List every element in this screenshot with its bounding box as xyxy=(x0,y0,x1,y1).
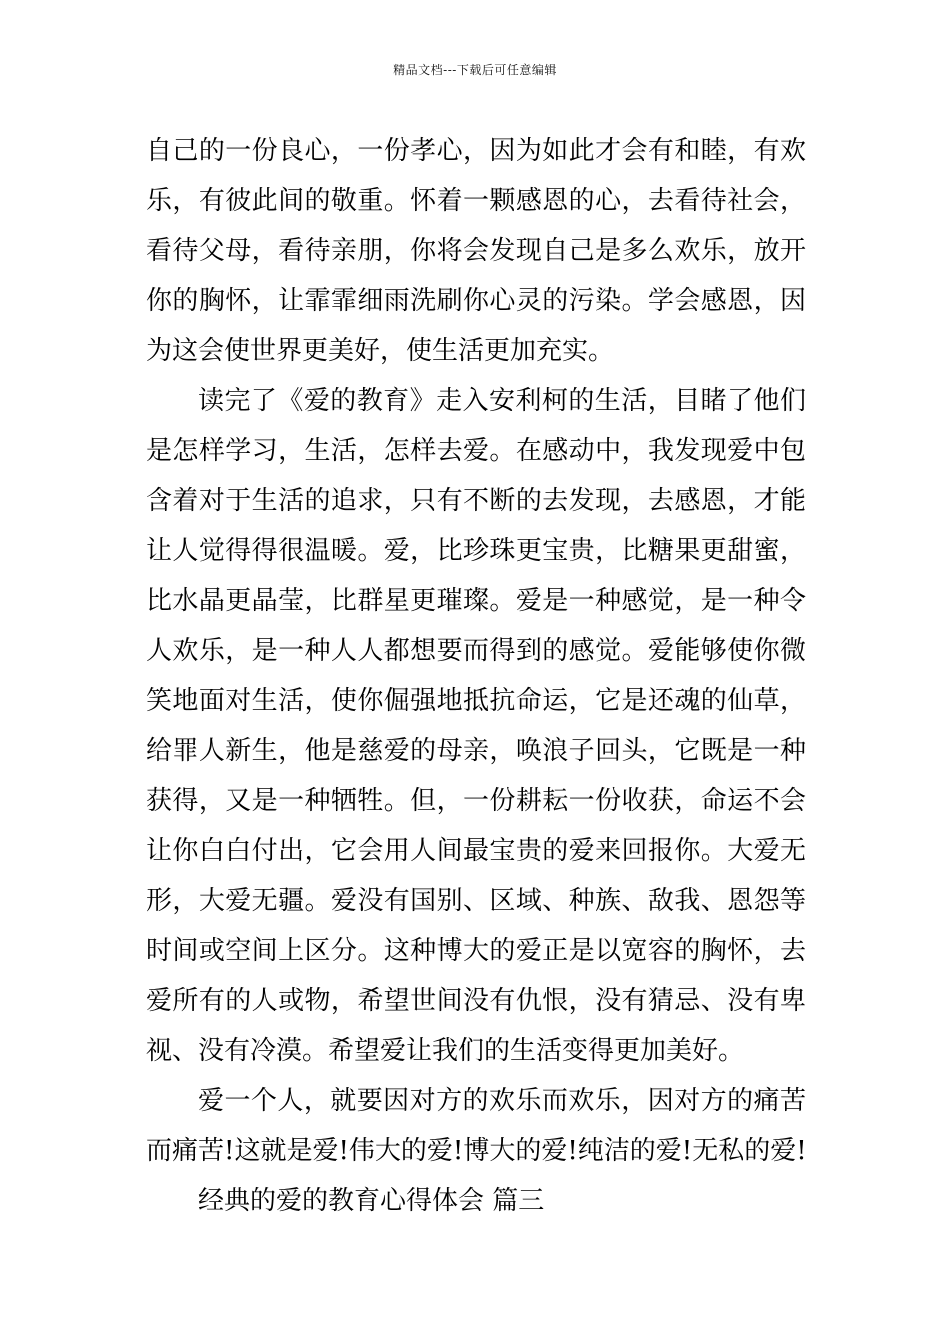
text-line: 含着对于生活的追求，只有不断的去发现，去感恩，才能 xyxy=(146,486,806,516)
text-line: 爱一个人，就要因对方的欢乐而欢乐，因对方的痛苦 xyxy=(198,1086,806,1116)
page-header: 精品文档---下载后可任意编辑 xyxy=(393,63,557,77)
text-line: 自己的一份良心，一份孝心，因为如此才会有和睦，有欢 xyxy=(146,136,806,166)
paragraph xyxy=(146,1076,806,1176)
text-line: 获得，又是一种牺牲。但，一份耕耘一份收获，命运不会 xyxy=(146,786,806,816)
text-line: 读完了《爱的教育》走入安利柯的生活，目睹了他们 xyxy=(198,386,806,416)
text-line: 让人觉得得很温暖。爱，比珍珠更宝贵，比糖果更甜蜜， xyxy=(146,536,806,566)
text-line: 你的胸怀，让霏霏细雨洗刷你心灵的污染。学会感恩，因 xyxy=(146,286,806,316)
text-line: 看待父母，看待亲朋，你将会发现自己是多么欢乐，放开 xyxy=(146,236,806,266)
text-line: 为这会使世界更美好，使生活更加充实。 xyxy=(146,336,615,366)
paragraph xyxy=(146,126,806,376)
text-line: 比水晶更晶莹，比群星更璀璨。爱是一种感觉，是一种令 xyxy=(146,586,806,616)
text-line: 爱所有的人或物，希望世间没有仇恨，没有猜忌、没有卑 xyxy=(146,986,806,1016)
text-line: 经典的爱的教育心得体会 篇三 xyxy=(198,1186,545,1216)
text-line: 让你白白付出，它会用人间最宝贵的爱来回报你。大爱无 xyxy=(146,836,806,866)
text-line: 是怎样学习，生活，怎样去爱。在感动中，我发现爱中包 xyxy=(146,436,806,466)
document-body xyxy=(146,126,806,1226)
text-line: 时间或空间上区分。这种博大的爱正是以宽容的胸怀，去 xyxy=(146,936,806,966)
text-line: 笑地面对生活，使你倔强地抵抗命运，它是还魂的仙草， xyxy=(146,686,806,716)
paragraph xyxy=(146,376,806,1076)
text-line: 乐，有彼此间的敬重。怀着一颗感恩的心，去看待社会， xyxy=(146,186,806,216)
text-line: 人欢乐，是一种人人都想要而得到的感觉。爱能够使你微 xyxy=(146,636,806,666)
text-line: 形，大爱无疆。爱没有国别、区域、种族、敌我、恩怨等 xyxy=(146,886,806,916)
text-line: 给罪人新生，他是慈爱的母亲，唤浪子回头，它既是一种 xyxy=(146,736,806,766)
text-line: 而痛苦!这就是爱!伟大的爱!博大的爱!纯洁的爱!无私的爱! xyxy=(146,1136,807,1166)
text-line: 视、没有冷漠。希望爱让我们的生活变得更加美好。 xyxy=(146,1036,745,1066)
section-heading xyxy=(146,1176,806,1226)
